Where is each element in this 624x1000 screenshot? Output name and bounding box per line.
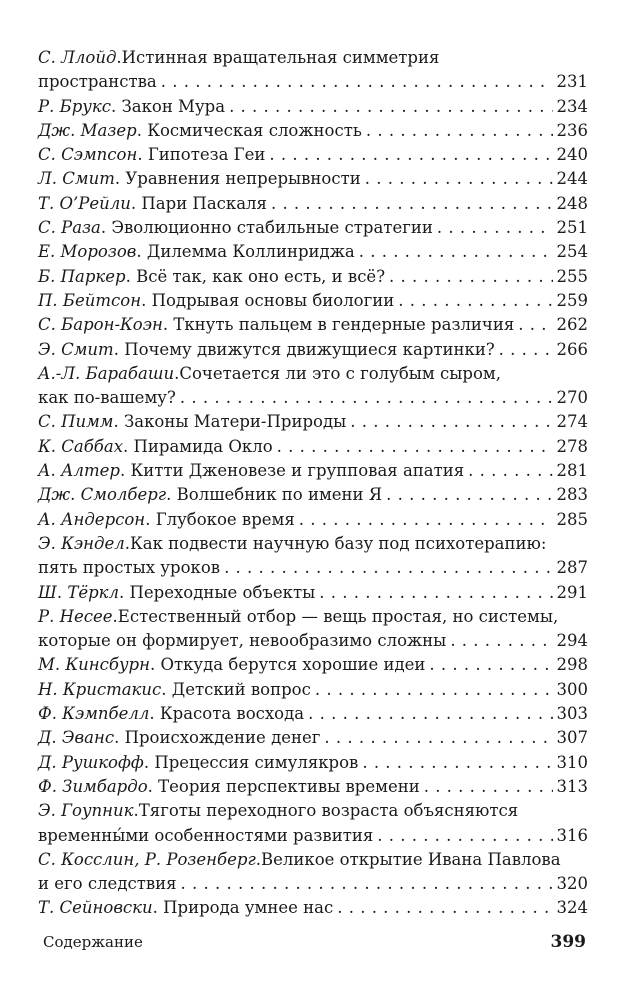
toc-entry-first-line: [38, 605, 588, 629]
toc-title: Космическая сложность: [147, 120, 362, 140]
toc-title: Уравнения непрерывности: [125, 169, 361, 189]
toc-title: Природа умнее нас: [163, 898, 334, 918]
toc-page-number: 270: [556, 388, 588, 408]
toc-author: Е. Морозов: [38, 242, 137, 262]
toc-entry: [38, 313, 588, 337]
toc-entry-line: [38, 265, 588, 289]
toc-entry: [38, 119, 588, 143]
toc-entry: [38, 581, 588, 605]
toc-entry: [38, 508, 588, 532]
toc-title: временны́ми особенностями развития: [38, 825, 374, 845]
toc-page-number: 285: [556, 509, 588, 529]
toc-author: Ф. Кэмпбелл: [38, 704, 150, 724]
toc-page-number: 324: [556, 898, 588, 918]
toc-entry: [38, 896, 588, 920]
toc-entry: [38, 240, 588, 264]
toc-page-number: 266: [556, 339, 588, 359]
toc-entry-line: [38, 95, 588, 119]
toc-entry: [38, 702, 588, 726]
toc-entry-last-line: [38, 824, 588, 848]
toc-entry: [38, 751, 588, 775]
toc-entry-line: [38, 119, 588, 143]
dot-leader: [386, 483, 552, 507]
toc-entry: [38, 532, 588, 581]
toc-entry: [38, 289, 588, 313]
toc-title: Ткнуть пальцем в гендерные различия: [173, 315, 515, 335]
toc-page-number: 255: [556, 266, 588, 286]
toc-page-number: 294: [556, 631, 588, 651]
toc-title: пять простых уроков: [38, 558, 221, 578]
running-footer-label: Содержание: [43, 933, 143, 951]
toc-title: Глубокое время: [155, 509, 295, 529]
toc-author: С. Пимм: [38, 412, 114, 432]
toc-page-number: 240: [556, 145, 588, 165]
toc-title: Гипотеза Геи: [147, 145, 266, 165]
toc-separator: .: [161, 679, 172, 699]
toc-entry: [38, 726, 588, 750]
dot-leader: [389, 265, 552, 289]
toc-author: Э. Смит: [38, 339, 114, 359]
toc-entry-line: [38, 338, 588, 362]
toc-page-number: 298: [556, 655, 588, 675]
toc-entry-line: [38, 581, 588, 605]
toc-entry-line: [38, 896, 588, 920]
toc-author: Т. О’Рейли: [38, 193, 131, 213]
dot-leader: [398, 289, 552, 313]
toc-author: П. Бейтсон: [38, 290, 142, 310]
toc-page-number: 300: [556, 679, 588, 699]
toc-author: С. Барон-Коэн: [38, 315, 163, 335]
dot-leader: [277, 435, 553, 459]
toc-separator: .: [141, 290, 152, 310]
toc-page-number: 254: [556, 242, 588, 262]
dot-leader: [518, 313, 552, 337]
toc-entry: [38, 775, 588, 799]
toc-author: Д. Рушкофф: [38, 752, 144, 772]
toc-author: К. Саббах: [38, 436, 124, 456]
toc-entry-first-line: [38, 532, 588, 556]
toc-entry-line: [38, 192, 588, 216]
toc-author: Ш. Тёркл: [38, 582, 120, 602]
toc-page-number: 251: [556, 218, 588, 238]
toc-author: А. Алтер: [38, 461, 120, 481]
toc-page-number: 248: [556, 193, 588, 213]
toc-title: Пирамида Окло: [133, 436, 273, 456]
toc-title: Красота восхода: [159, 704, 305, 724]
toc-separator: .: [143, 752, 155, 772]
toc-page-number: 307: [556, 728, 588, 748]
toc-separator: .: [162, 315, 174, 335]
toc-author: М. Кинсбурн: [38, 655, 150, 675]
toc-title: Законы Матери-Природы: [124, 412, 347, 432]
dot-leader: [229, 95, 552, 119]
toc-separator: .: [124, 533, 130, 553]
toc-separator: .: [137, 145, 148, 165]
toc-page-number: 231: [556, 72, 588, 92]
toc-entry-first-line: [38, 362, 588, 386]
dot-leader: [365, 167, 553, 191]
toc-entry: [38, 167, 588, 191]
toc-author: Р. Несее: [38, 606, 113, 626]
toc-entry-line: [38, 240, 588, 264]
toc-title-part: Как подвести научную базу под психотерапию:: [129, 533, 547, 553]
toc-page-number: 262: [556, 315, 588, 335]
toc-entry: [38, 605, 588, 654]
dot-leader: [180, 386, 553, 410]
toc-author: Л. Смит: [38, 169, 115, 189]
toc-page-number: 259: [556, 290, 588, 310]
toc-entry-line: [38, 167, 588, 191]
toc-separator: .: [130, 193, 142, 213]
dot-leader: [337, 896, 552, 920]
toc-entry: [38, 653, 588, 677]
toc-entry: [38, 410, 588, 434]
toc-title: Волшебник по имени Я: [176, 485, 383, 505]
dot-leader: [437, 216, 553, 240]
toc-author: А. Андерсон: [38, 509, 146, 529]
toc-title: которые он формирует, невообразимо сложны: [38, 631, 447, 651]
dot-leader: [362, 751, 552, 775]
toc-author: Н. Кристакис: [38, 679, 162, 699]
toc-title: Китти Дженовезе и групповая апатия: [130, 461, 465, 481]
toc-separator: .: [136, 120, 148, 140]
toc-entry: [38, 265, 588, 289]
dot-leader: [319, 581, 552, 605]
toc-entry: [38, 143, 588, 167]
toc-entry-last-line: [38, 872, 588, 896]
toc-author: С. Раза: [38, 218, 101, 238]
toc-entry: [38, 362, 588, 411]
dot-leader: [315, 678, 553, 702]
dot-leader: [366, 119, 553, 143]
toc-author: Р. Брукс: [38, 96, 111, 116]
toc-author: Дж. Мазер: [38, 120, 137, 140]
dot-leader: [269, 143, 552, 167]
toc-entry: [38, 192, 588, 216]
toc-entry-line: [38, 508, 588, 532]
toc-separator: .: [145, 509, 156, 529]
dot-leader: [224, 556, 552, 580]
toc-page-number: 244: [556, 169, 588, 189]
toc-entry: [38, 848, 588, 897]
dot-leader: [324, 726, 552, 750]
toc-entry-line: [38, 313, 588, 337]
toc-separator: .: [133, 801, 139, 821]
toc-separator: .: [125, 266, 137, 286]
toc-title: Прецессия симулякров: [154, 752, 359, 772]
toc-entry-last-line: [38, 629, 588, 653]
toc-page-number: 274: [556, 412, 588, 432]
toc-separator: .: [174, 363, 180, 383]
toc-author: С. Ллойд: [38, 48, 117, 67]
toc-entry: [38, 678, 588, 702]
toc-entry-line: [38, 702, 588, 726]
toc-separator: .: [123, 436, 134, 456]
dot-leader: [429, 653, 552, 677]
toc-title: Всё так, как оно есть, и всё?: [136, 266, 386, 286]
dot-leader: [350, 410, 552, 434]
toc-title-part: Великое открытие Ивана Павлова: [261, 849, 561, 869]
toc-entry-line: [38, 289, 588, 313]
page-number: 399: [550, 932, 586, 952]
toc-entry-line: [38, 678, 588, 702]
dot-leader: [161, 70, 553, 94]
page-footer: [43, 932, 586, 952]
toc-title: пространства: [38, 72, 157, 92]
toc-title: как по-вашему?: [38, 388, 176, 408]
toc-separator: .: [166, 485, 177, 505]
toc-title: Происхождение денег: [124, 728, 321, 748]
dot-leader: [299, 508, 553, 532]
toc-separator: .: [119, 582, 130, 602]
dot-leader: [377, 824, 552, 848]
toc-title-part: Истинная вращательная симметрия: [121, 48, 440, 67]
toc-entry-line: [38, 751, 588, 775]
toc-separator: .: [147, 776, 159, 796]
toc-separator: .: [136, 242, 147, 262]
toc-entry-line: [38, 410, 588, 434]
toc-entry: [38, 483, 588, 507]
toc-author: С. Сэмпсон: [38, 145, 138, 165]
toc-page-number: 236: [556, 120, 588, 140]
toc-page-number: 281: [556, 461, 588, 481]
toc-separator: .: [113, 339, 125, 359]
toc-separator: .: [110, 96, 122, 116]
toc-entry-first-line: [38, 799, 588, 823]
toc-entry-last-line: [38, 70, 588, 94]
toc-title-part: Тяготы переходного возраста объясняются: [138, 801, 519, 821]
toc-page-number: 234: [556, 96, 588, 116]
toc-separator: .: [116, 48, 122, 67]
toc-title-part: Естественный отбор — вещь простая, но системы,: [117, 606, 559, 626]
toc-title: Подрывая основы биологии: [151, 290, 395, 310]
toc-entry-line: [38, 435, 588, 459]
dot-leader: [359, 240, 553, 264]
toc-entry-line: [38, 459, 588, 483]
toc-title: Откуда берутся хорошие идеи: [160, 655, 426, 675]
toc-author: С. Косслин, Р. Розенберг: [38, 849, 256, 869]
toc-page-number: 303: [556, 704, 588, 724]
toc-author: А.-Л. Барабаши: [38, 363, 175, 383]
toc-separator: .: [114, 169, 126, 189]
toc-entry: [38, 459, 588, 483]
toc-separator: .: [100, 218, 112, 238]
toc-page-number: 291: [556, 582, 588, 602]
toc-page-number: 320: [556, 874, 588, 894]
toc-entry-line: [38, 726, 588, 750]
toc-entry: [38, 435, 588, 459]
toc-separator: .: [113, 412, 124, 432]
toc-entry-last-line: [38, 386, 588, 410]
toc-author: Б. Паркер: [38, 266, 126, 286]
toc-page-number: 283: [556, 485, 588, 505]
toc-author: Ф. Зимбардо: [38, 776, 148, 796]
dot-leader: [181, 872, 553, 896]
toc-separator: .: [149, 655, 161, 675]
toc-entry-last-line: [38, 556, 588, 580]
toc-title: Детский вопрос: [171, 679, 311, 699]
dot-leader: [499, 338, 553, 362]
dot-leader: [424, 775, 553, 799]
dot-leader: [271, 192, 553, 216]
toc-title: Почему движутся движущиеся картинки?: [124, 339, 495, 359]
toc-page-number: 310: [556, 752, 588, 772]
toc-title: и его следствия: [38, 874, 177, 894]
toc-separator: .: [152, 898, 164, 918]
toc-entry: [38, 799, 588, 848]
toc-author: Д. Эванс: [38, 728, 115, 748]
toc-page-number: 316: [556, 825, 588, 845]
dot-leader: [308, 702, 552, 726]
toc-entry-line: [38, 216, 588, 240]
toc-title: Эволюционно стабильные стратегии: [111, 218, 433, 238]
toc-author: Э. Гоупник: [38, 801, 134, 821]
toc-entry-first-line: [38, 46, 588, 70]
toc-separator: .: [112, 606, 118, 626]
toc-title: Переходные объекты: [129, 582, 316, 602]
toc-page-number: 313: [556, 776, 588, 796]
toc-separator: .: [149, 704, 160, 724]
toc-entry-line: [38, 143, 588, 167]
toc-title: Теория перспективы времени: [158, 776, 420, 796]
toc-title: Дилемма Коллинриджа: [146, 242, 355, 262]
toc-entry: [38, 46, 588, 95]
toc-author: Дж. Смолберг: [38, 485, 167, 505]
toc-entry-line: [38, 653, 588, 677]
toc-entry-line: [38, 775, 588, 799]
toc-entry-line: [38, 483, 588, 507]
toc-title: Пари Паскаля: [141, 193, 267, 213]
toc-author: Т. Сейновски: [38, 898, 153, 918]
toc-title-part: Сочетается ли это с голубым сыром,: [179, 363, 501, 383]
toc-author: Э. Кэндел: [38, 533, 125, 553]
toc-page-number: 278: [556, 436, 588, 456]
dot-leader: [468, 459, 552, 483]
table-of-contents: [38, 46, 588, 921]
toc-entry: [38, 216, 588, 240]
toc-entry: [38, 338, 588, 362]
toc-page-number: 287: [556, 558, 588, 578]
toc-entry: [38, 95, 588, 119]
toc-separator: .: [114, 728, 125, 748]
toc-title: Закон Мура: [121, 96, 226, 116]
toc-separator: .: [255, 849, 262, 869]
toc-separator: .: [119, 461, 131, 481]
toc-entry-first-line: [38, 848, 588, 872]
dot-leader: [450, 629, 552, 653]
